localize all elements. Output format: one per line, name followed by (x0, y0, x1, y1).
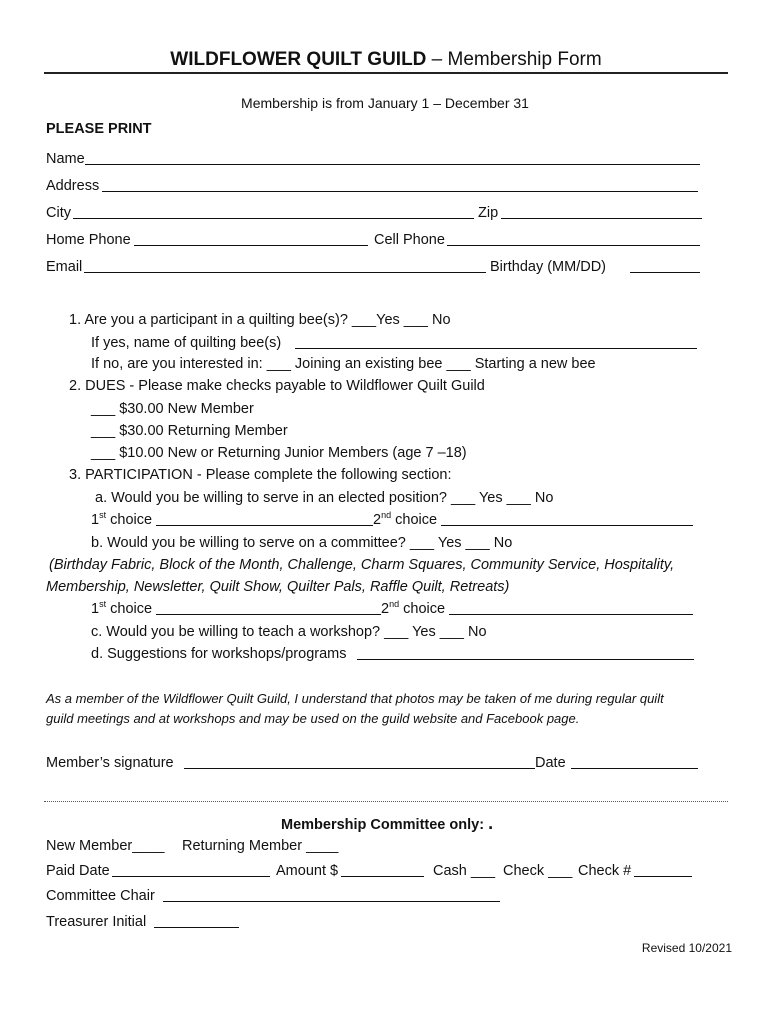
treasurer-initial-field[interactable] (46, 913, 239, 931)
city-line[interactable] (73, 218, 474, 219)
guild-name: WILDFLOWER QUILT GUILD (170, 49, 427, 70)
treasurer-initial-label: Treasurer Initial (46, 913, 147, 930)
city-zip-row (46, 204, 702, 222)
home-phone-line[interactable] (134, 245, 368, 246)
date-line[interactable] (571, 768, 698, 769)
workshop-suggestions-line[interactable] (357, 659, 694, 660)
bee-interest: If no, are you interested in: ___ Joining an existing bee ___ Starting a new bee (91, 356, 596, 372)
birthday-line[interactable] (630, 272, 700, 273)
cell-phone-line[interactable] (447, 245, 700, 246)
name-field[interactable] (46, 150, 700, 168)
form-title (44, 50, 728, 69)
treasurer-initial-line[interactable] (154, 927, 239, 928)
dues-returning-member[interactable]: ___ $30.00 Returning Member (91, 423, 288, 439)
address-label: Address (46, 177, 100, 194)
workshop-suggestions-label: d. Suggestions for workshops/programs (91, 645, 347, 662)
check-number-line[interactable] (634, 876, 692, 877)
bee-name-line[interactable] (295, 348, 697, 349)
elected-first-choice-label: 1st choice (91, 509, 153, 528)
committee-choices-row (91, 600, 693, 618)
elected-second-choice-line[interactable] (441, 525, 693, 526)
elected-first-choice-line[interactable] (156, 525, 373, 526)
phone-row (46, 231, 700, 249)
committee-list-1: (Birthday Fabric, Block of the Month, Challenge, Charm Squares, Community Service, Hospitality, (49, 557, 675, 573)
membership-period: Membership is from January 1 – December 31 (241, 95, 529, 111)
date-label: Date (535, 754, 566, 771)
please-print-label: PLEASE PRINT (46, 121, 152, 137)
name-line[interactable] (85, 164, 700, 165)
workshop-suggestions-field[interactable] (91, 645, 694, 663)
home-phone-label: Home Phone (46, 231, 131, 248)
returning-member-check[interactable]: Returning Member ____ (182, 838, 339, 854)
city-label: City (46, 204, 71, 221)
paid-date-label: Paid Date (46, 862, 110, 879)
zip-label: Zip (478, 204, 499, 221)
committee-second-choice-line[interactable] (449, 614, 693, 615)
check-check[interactable]: Check ___ (503, 862, 573, 879)
question-1: 1. Are you a participant in a quilting bee(s)? ___Yes ___ No (69, 312, 451, 328)
photo-notice-line-1: As a member of the Wildflower Quilt Guild, I understand that photos may be taken of me during regular quilt (46, 691, 664, 706)
bee-name-label: If yes, name of quilting bee(s) (91, 334, 282, 351)
bee-name-field[interactable] (91, 334, 697, 352)
dues-junior-member[interactable]: ___ $10.00 New or Returning Junior Members (age 7 –18) (91, 445, 467, 461)
photo-notice-line-2: guild meetings and at workshops and may be used on the guild website and Facebook page. (46, 711, 580, 726)
address-line[interactable] (102, 191, 698, 192)
birthday-label: Birthday (MM/DD) (490, 258, 607, 275)
zip-line[interactable] (501, 218, 702, 219)
committee-chair-label: Committee Chair (46, 887, 155, 904)
committee-first-choice-line[interactable] (156, 614, 381, 615)
question-2: 2. DUES - Please make checks payable to Wildflower Quilt Guild (69, 378, 485, 394)
committee-chair-line[interactable] (163, 901, 500, 902)
form-name: – Membership Form (426, 49, 602, 70)
signature-label: Member’s signature (46, 754, 174, 771)
email-label: Email (46, 258, 83, 275)
office-use-divider (44, 801, 728, 802)
committee-heading: Membership Committee only: . (281, 813, 494, 833)
paid-date-line[interactable] (112, 876, 270, 877)
amount-line[interactable] (341, 876, 424, 877)
address-field[interactable] (46, 177, 698, 195)
question-3: 3. PARTICIPATION - Please complete the following section: (69, 467, 452, 483)
check-number-label: Check # (578, 862, 632, 879)
new-member-check[interactable]: New Member____ (46, 838, 165, 854)
committee-list-2: Membership, Newsletter, Quilt Show, Quilter Pals, Raffle Quilt, Retreats) (46, 579, 510, 595)
email-birthday-row (46, 258, 700, 276)
signature-line[interactable] (184, 768, 535, 769)
signature-row (46, 754, 698, 772)
name-label: Name (46, 150, 85, 167)
committee-chair-field[interactable] (46, 887, 500, 905)
revision-date: Revised 10/2021 (641, 941, 732, 955)
question-3b: b. Would you be willing to serve on a committee? ___ Yes ___ No (91, 535, 513, 551)
cash-check[interactable]: Cash ___ (433, 862, 496, 879)
amount-label: Amount $ (276, 862, 339, 879)
committee-first-choice-label: 1st choice (91, 598, 153, 617)
cell-phone-label: Cell Phone (374, 231, 445, 248)
elected-second-choice-label: 2nd choice (373, 509, 438, 528)
elected-choices-row (91, 511, 693, 529)
email-line[interactable] (84, 272, 486, 273)
question-3c: c. Would you be willing to teach a workshop? ___ Yes ___ No (91, 624, 487, 640)
dues-new-member[interactable]: ___ $30.00 New Member (91, 401, 254, 417)
committee-second-choice-label: 2nd choice (381, 598, 446, 617)
payment-row (46, 862, 692, 880)
question-3a: a. Would you be willing to serve in an elected position? ___ Yes ___ No (95, 490, 554, 506)
title-rule (44, 72, 728, 74)
